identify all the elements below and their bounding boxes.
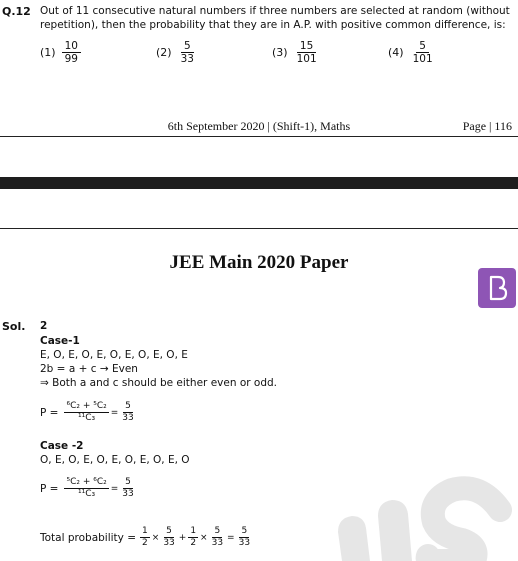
numerator: 5 (125, 477, 131, 487)
denominator: 2 (142, 538, 148, 548)
footer-rule (0, 136, 518, 137)
total-label: Total probability = (40, 531, 137, 544)
numerator: 5 (125, 401, 131, 411)
watermark-graphic (330, 470, 518, 561)
numerator: ⁶C₂ + ⁵C₂ (66, 401, 107, 411)
case1-heading: Case-1 (40, 335, 80, 347)
combination-fraction (64, 401, 108, 424)
numerator: 5 (416, 40, 429, 53)
header-rule (0, 228, 518, 229)
numerator: ⁵C₂ + ⁶C₂ (66, 477, 107, 487)
fraction (161, 526, 176, 549)
total-probability (40, 526, 254, 549)
p-label: P = (40, 406, 59, 419)
denominator: 33 (180, 53, 194, 65)
fraction (237, 526, 252, 549)
denominator: ¹¹C₃ (78, 489, 96, 499)
answer: 2 (40, 320, 48, 332)
numerator: 5 (166, 526, 172, 536)
denominator: 33 (122, 489, 134, 499)
case1-relation: 2b = a + c → Even (40, 363, 138, 375)
option-fraction (62, 40, 81, 65)
fraction (140, 526, 150, 549)
denominator: 101 (296, 53, 317, 65)
solution-label: Sol. (2, 320, 26, 333)
case2-equation (40, 477, 138, 500)
page-number: Page | 116 (462, 119, 512, 133)
option-label: (4) (388, 46, 404, 59)
case1-note: ⇒ Both a and c should be either even or odd. (40, 377, 277, 389)
result-fraction (120, 401, 135, 424)
p-label: P = (40, 482, 59, 495)
option-label: (3) (272, 46, 288, 59)
option-2 (156, 40, 197, 65)
plus: + (178, 532, 187, 543)
times: × (200, 532, 208, 543)
denominator: ¹¹C₃ (78, 413, 96, 423)
denominator: 99 (64, 53, 78, 65)
combination-fraction (64, 477, 108, 500)
case1-equation (40, 401, 138, 424)
footer-title: 6th September 2020 | (Shift-1), Maths (167, 119, 351, 133)
numerator: 1 (142, 526, 148, 536)
result-fraction (120, 477, 135, 500)
equals: = (110, 483, 119, 494)
denominator: 2 (190, 538, 197, 548)
fraction (188, 526, 198, 549)
option-fraction (178, 40, 197, 65)
page-title: JEE Main 2020 Paper (169, 252, 349, 273)
numerator: 10 (62, 40, 81, 53)
numerator: 5 (241, 526, 248, 536)
equals: = (227, 532, 235, 543)
denominator: 33 (238, 538, 251, 548)
page-break-band (0, 177, 518, 189)
denominator: 33 (211, 538, 224, 548)
option-label: (1) (40, 46, 56, 59)
numerator: 5 (214, 526, 221, 536)
numerator: 15 (297, 40, 316, 53)
numerator: 5 (181, 40, 194, 53)
numerator: 1 (190, 526, 197, 536)
times: × (151, 532, 160, 543)
case1-sequence: E, O, E, O, E, O, E, O, E, O, E (40, 349, 188, 361)
denominator: 33 (163, 538, 175, 548)
option-3 (272, 40, 320, 65)
option-fraction (410, 40, 436, 65)
question-number: Q.12 (2, 5, 31, 18)
denominator: 101 (412, 53, 433, 65)
case2-sequence: O, E, O, E, O, E, O, E, O, E, O (40, 454, 190, 466)
option-label: (2) (156, 46, 172, 59)
case2-heading: Case -2 (40, 440, 84, 452)
equals: = (110, 407, 119, 418)
brand-logo (478, 268, 516, 308)
option-4 (388, 40, 436, 65)
option-fraction (294, 40, 320, 65)
denominator: 33 (122, 413, 134, 423)
option-1 (40, 40, 81, 65)
fraction (210, 526, 225, 549)
question-text: Out of 11 consecutive natural numbers if three numbers are selected at random (without repetition), then the probability that they are in A.P. with positive common difference, is: (40, 5, 510, 31)
b-logo-icon (478, 268, 516, 308)
